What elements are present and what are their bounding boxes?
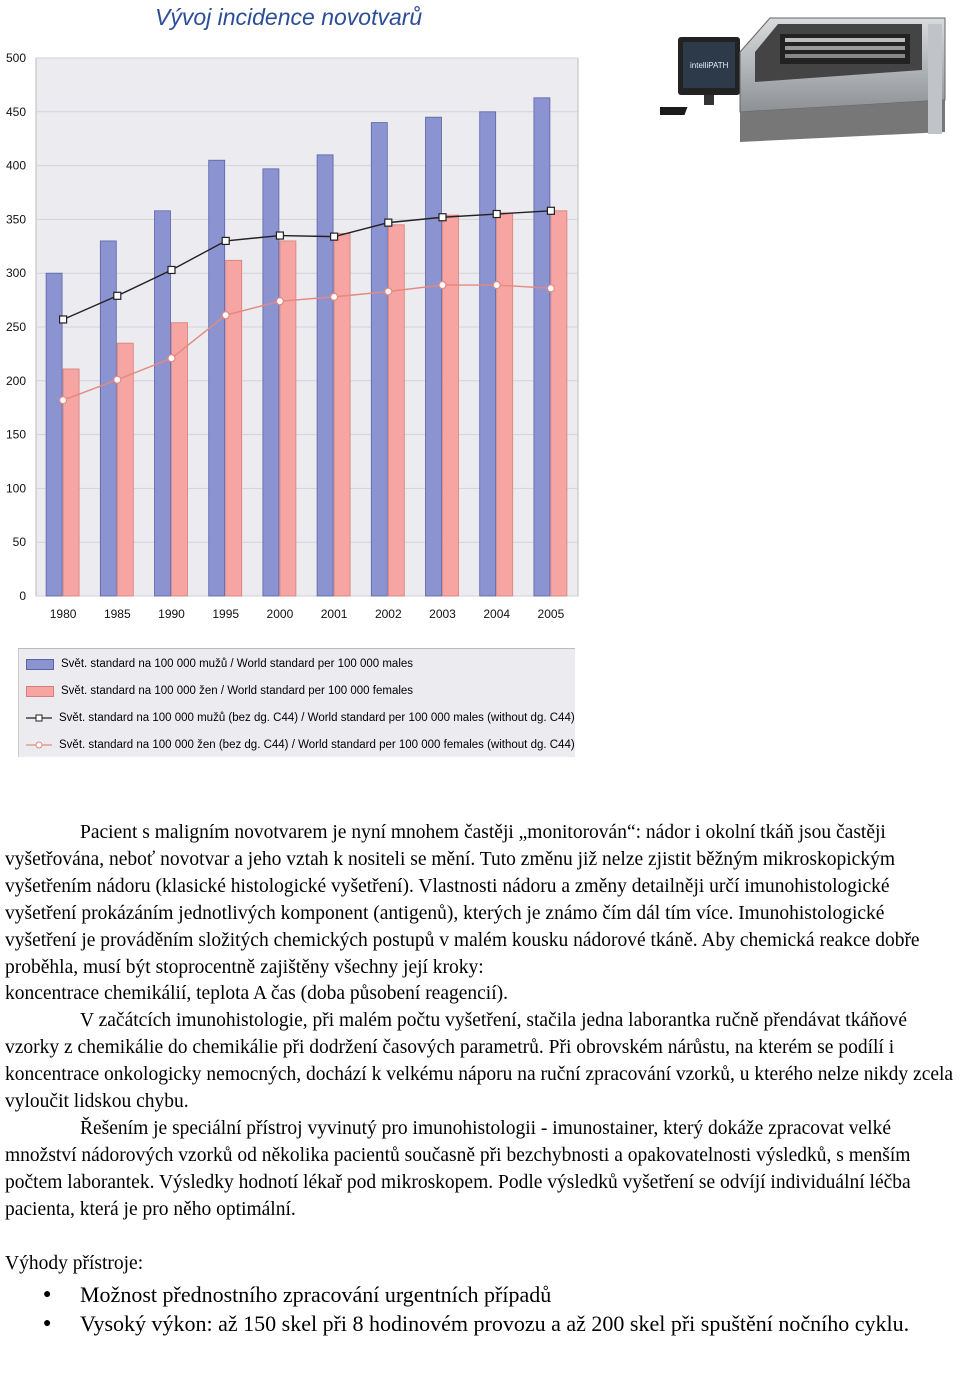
x-tick-label: 1990: [158, 607, 185, 621]
y-tick-label: 150: [5, 427, 26, 442]
y-tick-label: 100: [5, 481, 26, 496]
legend-swatch-pink: [26, 686, 54, 697]
bar: [551, 211, 567, 596]
legend-label: Svět. standard na 100 000 mužů (bez dg. C44) / World standard per 100 000 males (without dg. C44): [59, 712, 575, 724]
immunostainer-image: [660, 12, 955, 147]
device-brand: intelliPATH: [690, 61, 729, 70]
chart-title: Vývoj incidence novotvarů: [155, 4, 423, 30]
bar: [534, 98, 550, 596]
x-tick-label: 2001: [320, 607, 348, 621]
y-tick-label: 400: [5, 158, 26, 173]
bar: [317, 155, 333, 596]
chart-legend: [18, 648, 575, 757]
line-point: [60, 316, 67, 323]
bar: [209, 160, 225, 596]
paragraph: Pacient s maligním novotvarem je nyní mnohem častěji „monitorován“: nádor i okolní tkáň jsou častěji vyšetřována, neboť novotvar a jeho vztah k nositeli se mění. Tuto změnu již nelze zjistit běžným mikroskopickým vyšetřením nádoru (klasické histologické vyšetření). Vlastnosti nádoru a změny detailněji určí imunohistologické vyšetření prokázáním jednotlivých komponent (antigenů), kterých je známo čím dál tím více. Imunohistologické vyšetření je prováděním složitých chemických postupů v malém kousku nádorové tkáně. Aby chemická reakce dobře proběhla, musí být stoprocentně zajištěny všechny její kroky:: [5, 822, 920, 978]
x-tick-label: 2004: [483, 607, 511, 621]
y-tick-label: 0: [19, 589, 26, 603]
advantages-list: [5, 1280, 960, 1338]
legend-item-females: [19, 681, 413, 701]
line-point: [60, 397, 67, 404]
article-text: [5, 820, 960, 1338]
line-point: [276, 298, 283, 305]
y-tick-label: 450: [5, 104, 26, 119]
line-point: [331, 293, 338, 300]
list-item: ● Možnost přednostního zpracování urgentních případů: [5, 1280, 960, 1309]
x-tick-label: 1995: [212, 607, 240, 621]
paragraph: koncentrace chemikálií, teplota A čas (doba působení reagencií).: [5, 983, 509, 1005]
legend-line-black: [26, 713, 52, 723]
advantages-title: Výhody přístroje:: [5, 1252, 144, 1274]
line-point: [547, 285, 554, 292]
line-point: [168, 355, 175, 362]
x-tick-label: 2002: [374, 607, 402, 621]
bar: [334, 233, 350, 596]
line-point: [385, 288, 392, 295]
legend-item-females-no-c44: [19, 735, 575, 755]
legend-swatch-blue: [26, 659, 54, 670]
bar: [371, 123, 387, 596]
line-point: [114, 376, 121, 383]
bar: [480, 112, 496, 596]
line-point: [168, 266, 175, 273]
line-point: [493, 211, 500, 218]
line-point: [222, 237, 229, 244]
bar: [443, 215, 459, 596]
bar: [172, 323, 188, 596]
legend-item-males-no-c44: [19, 708, 575, 728]
y-tick-label: 350: [5, 212, 26, 227]
line-point: [222, 312, 229, 319]
x-tick-label: 2000: [266, 607, 294, 621]
bar: [280, 241, 296, 596]
y-tick-label: 300: [5, 266, 26, 281]
line-point: [547, 207, 554, 214]
line-point: [331, 233, 338, 240]
y-tick-label: 500: [5, 51, 26, 65]
paragraph: Řešením je speciální přístroj vyvinutý pro imunohistologii - imunostainer, který dokáže zpracovat velké množství nádorových vzorků od několika pacientů současně při bezchybnosti a opakovatelnosti výsledků, s menším počtem laborantek. Výsledky hodnotí lékař pod mikroskopem. Podle výsledků vyšetření se odvíjí individuální léčba pacienta, která je pro něho optimální.: [5, 1117, 911, 1220]
y-tick-label: 250: [5, 320, 26, 334]
x-tick-label: 2005: [537, 607, 565, 621]
legend-item-males: [19, 654, 413, 674]
line-point: [439, 282, 446, 289]
legend-label: Svět. standard na 100 000 mužů / World standard per 100 000 males: [61, 658, 414, 670]
list-item: ● Vysoký výkon: až 150 skel při 8 hodinovém provozu a až 200 skel při spuštění nočního cyklu.: [5, 1309, 960, 1338]
line-point: [114, 292, 121, 299]
y-tick-label: 200: [5, 373, 26, 388]
line-point: [385, 219, 392, 226]
bar: [426, 117, 442, 596]
paragraph: V začátcích imunohistologie, při malém počtu vyšetření, stačila jedna laborantka ručně přendávat tkáňové vzorky z chemikálie do chemikálie při dodržení časových parametrů. Při obrovském nárůstu, na kterém se podílí i koncentrace onkologicky nemocných, dochází k velkému náporu na ruční zpracování vzorků, u kterého nelze nikdy zcela vyloučit lidskou chybu.: [5, 1010, 954, 1113]
x-tick-label: 2003: [429, 607, 456, 621]
line-point: [276, 232, 283, 239]
incidence-chart: [0, 40, 600, 640]
x-tick-label: 1985: [103, 607, 131, 621]
bar: [497, 213, 513, 596]
x-tick-label: 1980: [49, 607, 77, 621]
bar: [388, 225, 404, 596]
y-tick-label: 50: [12, 535, 26, 550]
legend-label: Svět. standard na 100 000 žen (bez dg. C44) / World standard per 100 000 females (without dg. C44): [59, 739, 575, 751]
line-point: [439, 214, 446, 221]
line-point: [493, 282, 500, 289]
legend-label: Svět. standard na 100 000 žen / World standard per 100 000 females: [61, 685, 414, 697]
legend-line-pink: [26, 740, 52, 750]
bar: [226, 260, 242, 596]
